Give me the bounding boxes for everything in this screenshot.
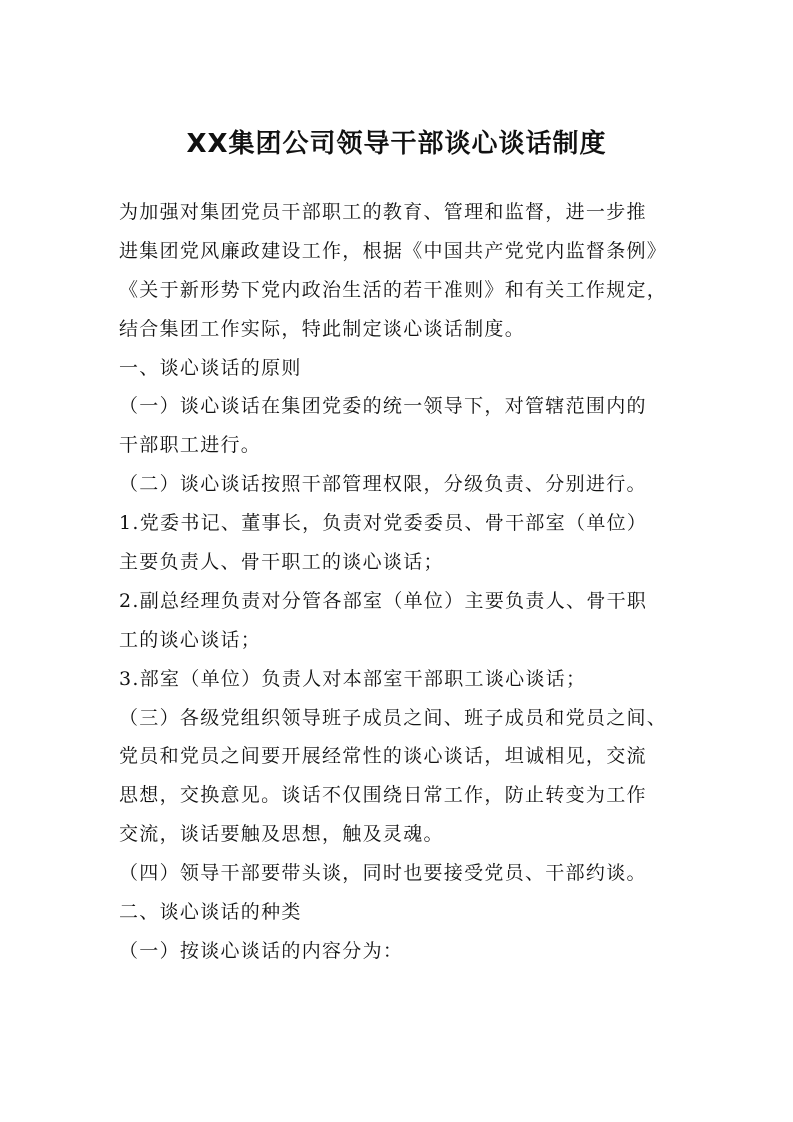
document-body	[119, 193, 694, 971]
list-item-line: 工的谈心谈话；	[119, 628, 262, 651]
section-heading: 二、谈心谈话的种类	[119, 901, 302, 924]
paragraph-line: 《关于新形势下党内政治生活的若干准则》和有关工作规定，	[119, 278, 668, 301]
paragraph-line: 进集团党风廉政建设工作，根据《中国共产党党内监督条例》	[119, 239, 668, 262]
paragraph-line: 干部职工进行。	[119, 434, 262, 457]
paragraph-line: （一）谈心谈话在集团党委的统一领导下，对管辖范围内的	[119, 395, 647, 418]
list-item-line: 1.党委书记、董事长，负责对党委委员、骨干部室（单位）	[119, 512, 648, 535]
paragraph-line: 结合集团工作实际，特此制定谈心谈话制度。	[119, 317, 526, 340]
paragraph-line: （一）按谈心谈话的内容分为：	[119, 939, 404, 962]
paragraph-line: （四）领导干部要带头谈，同时也要接受党员、干部约谈。	[119, 862, 647, 885]
list-item-line: 主要负责人、骨干职工的谈心谈话；	[119, 551, 444, 574]
paragraph-line: （二）谈心谈话按照干部管理权限，分级负责、分别进行。	[119, 473, 647, 496]
list-item-line: 3.部室（单位）负责人对本部室干部职工谈心谈话；	[119, 667, 587, 690]
document-title: XX集团公司领导干部谈心谈话制度	[186, 129, 607, 159]
paragraph-line: 思想，交换意见。谈话不仅围绕日常工作，防止转变为工作	[119, 784, 647, 807]
paragraph-line: 为加强对集团党员干部职工的教育、管理和监督，进一步推	[119, 201, 647, 223]
paragraph-line: （三）各级党组织领导班子成员之间、班子成员和党员之间、	[119, 706, 668, 729]
list-item-line: 2.副总经理负责对分管各部室（单位）主要负责人、骨干职	[119, 589, 648, 612]
section-heading: 一、谈心谈话的原则	[119, 356, 302, 379]
paragraph-line: 党员和党员之间要开展经常性的谈心谈话，坦诚相见，交流	[119, 745, 647, 768]
paragraph-line: 交流，谈话要触及思想，触及灵魂。	[119, 823, 444, 846]
